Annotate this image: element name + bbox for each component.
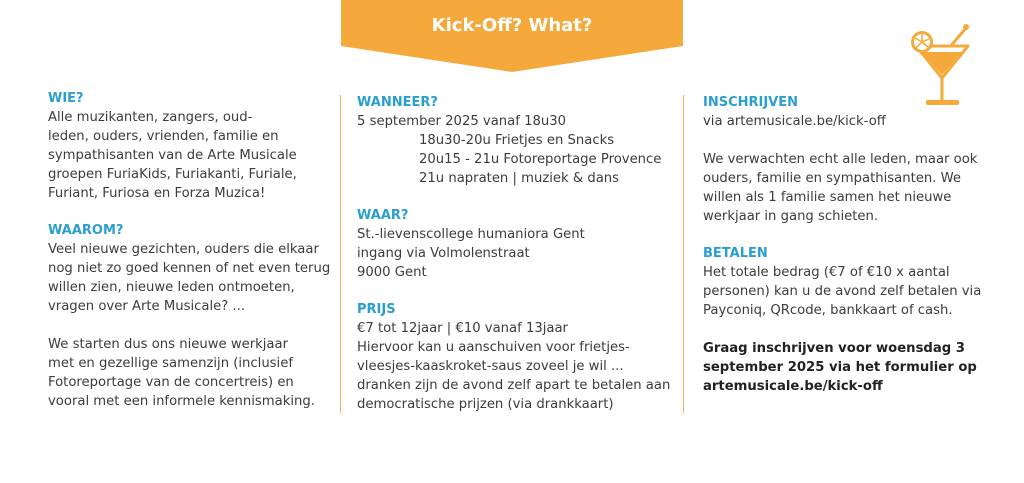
title-banner [341, 0, 683, 72]
schedule-item: 18u30-20u Frietjes en Snacks [419, 133, 615, 148]
text-line: Alle muzikanten, zangers, oud- [48, 110, 253, 125]
text-line: personen) kan u de avond zelf betalen via [703, 284, 982, 299]
text-line: We starten dus ons nieuwe werkjaar [48, 337, 289, 352]
event-date: 5 september 2025 vanaf 18u30 [357, 114, 566, 129]
heading-waar: WAAR? [357, 208, 409, 223]
text-line: ingang via Volmolenstraat [357, 246, 530, 261]
text-line: Hiervoor kan u aanschuiven voor frietjes- [357, 340, 630, 355]
text-line: willen zien, nieuwe leden ontmoeten, [48, 280, 295, 295]
column-wanneer-waar-prijs [357, 94, 670, 414]
heading-wanneer: WANNEER? [357, 95, 438, 110]
text-line: vooral met een informele kennismaking. [48, 394, 315, 409]
cta-line: Graag inschrijven voor woensdag 3 [703, 341, 965, 356]
cta-line: september 2025 via het formulier op [703, 360, 977, 375]
text-line: vragen over Arte Musicale? ... [48, 299, 246, 314]
text-line: Het totale bedrag (€7 of €10 x aantal [703, 265, 950, 280]
text-line: €7 tot 12jaar | €10 vanaf 13jaar [357, 321, 568, 336]
text-line: Payconiq, QRcode, bankkaart of cash. [703, 303, 953, 318]
text-line: sympathisanten van de Arte Musicale [48, 148, 297, 163]
text-line: werkjaar in gang schieten. [703, 209, 879, 224]
heading-prijs: PRIJS [357, 302, 396, 317]
text-line: 9000 Gent [357, 265, 427, 280]
text-line: willen als 1 familie samen het nieuwe [703, 190, 952, 205]
text-line: groepen FuriaKids, Furiakanti, Furiale, [48, 167, 297, 182]
page-title: Kick-Off? What? [431, 15, 593, 36]
text-line: We verwachten echt alle leden, maar ook [703, 152, 978, 167]
text-line: democratische prijzen (via drankkaart) [357, 397, 614, 412]
text-line: leden, ouders, vrienden, familie en [48, 129, 279, 144]
text-line: Veel nieuwe gezichten, ouders die elkaar [48, 242, 319, 257]
column-inschrijven-betalen [703, 94, 981, 396]
column-divider [340, 95, 341, 413]
schedule-item: 20u15 - 21u Fotoreportage Provence [419, 152, 662, 167]
cta-link[interactable]: artemusicale.be/kick-off [703, 379, 883, 394]
text-line: Fotoreportage van de concertreis) en [48, 375, 294, 390]
text-line: met en gezellige samenzijn (inclusief [48, 356, 293, 371]
schedule-item: 21u napraten | muziek & dans [419, 171, 620, 186]
column-wie-waarom [48, 90, 330, 411]
column-divider [683, 95, 684, 413]
heading-betalen: BETALEN [703, 246, 768, 261]
text-line: Furiant, Furiosa en Forza Muzica! [48, 186, 266, 201]
text-line: ouders, familie en sympathisanten. We [703, 171, 961, 186]
text-line: nog niet zo goed kennen of net even terug [48, 261, 331, 276]
heading-waarom: WAAROM? [48, 223, 124, 238]
text-line: St.-lievenscollege humaniora Gent [357, 227, 585, 242]
heading-wie: WIE? [48, 91, 84, 106]
text-line: dranken zijn de avond zelf apart te betalen aan [357, 378, 671, 393]
banner-shape [341, 0, 683, 72]
registration-link[interactable]: via artemusicale.be/kick-off [703, 114, 886, 129]
heading-inschrijven: INSCHRIJVEN [703, 95, 799, 110]
text-line: vleesjes-kaaskroket-saus zoveel je wil ... [357, 359, 624, 374]
